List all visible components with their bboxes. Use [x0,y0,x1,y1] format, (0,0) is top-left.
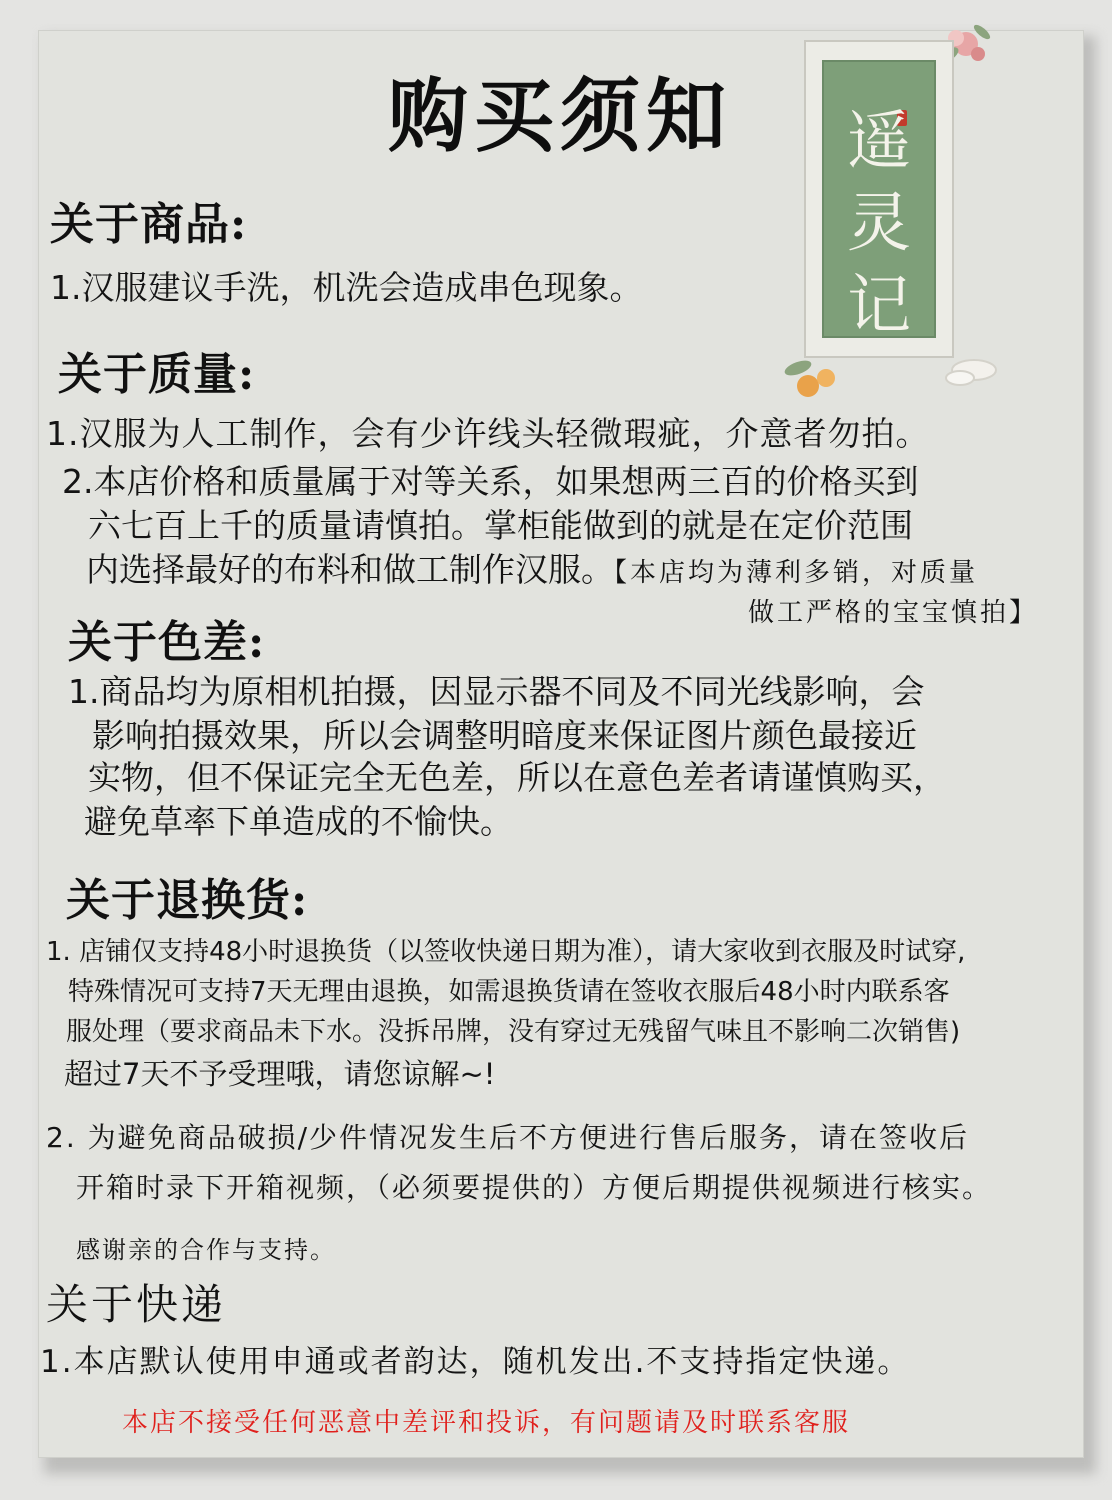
returns-line-4: 2. 为避免商品破损/少件情况发生后不方便进行售后服务，请在签收后 [46,1121,970,1154]
returns-line-3: 服处理（要求商品未下水。没拆吊牌，没有穿过无残留气味且不影响二次销售) [66,1017,961,1047]
quality-line-4: 内选择最好的布料和做工制作汉服。 [86,550,614,589]
color-line-1: 1.商品均为原相机拍摄，因显示器不同及不同光线影响，会 [68,672,925,711]
footer-warning: 本店不接受任何恶意中差评和投诉，有问题请及时联系客服 [122,1408,851,1438]
color-line-4: 避免草率下单造成的不愉快。 [84,802,513,841]
quality-note-line-1: 本店均为薄利多销，对质量 [630,558,979,588]
express-line-1: 1.本店默认使用申通或者韵达，随机发出.不支持指定快递。 [40,1344,911,1380]
color-line-3: 实物，但不保证完全无色差，所以在意色差者请谨慎购买， [88,758,946,797]
section-heading-goods: 关于商品: [50,199,248,250]
section-heading-color: 关于色差: [68,617,266,668]
quality-line-1: 1.汉服为人工制作，会有少许线头轻微瑕疵，介意者勿拍。 [46,414,930,453]
returns-thanks: 感谢亲的合作与支持。 [76,1236,336,1264]
logo-char-3: 记 [847,269,911,343]
note-close-bracket: 】 [1009,598,1039,628]
returns-line-1: 1. 店铺仅支持48小时退换货（以签收快递日期为准），请大家收到衣服及时试穿, [46,937,966,967]
quality-line-3: 六七百上千的质量请慎拍。掌柜能做到的就是在定价范围 [88,506,913,545]
returns-line-5: 开箱时录下开箱视频，（必须要提供的）方便后期提供视频进行核实。 [76,1171,993,1204]
scroll-panel [822,60,936,343]
quality-note-line-2: 做工严格的宝宝慎拍 [748,598,1010,628]
returns-emphasis: 超过7天不予受理哦，请您谅解~! [64,1057,496,1091]
color-line-2: 影响拍摄效果，所以会调整明暗度来保证图片颜色最接近 [92,716,917,755]
goods-line-1: 1.汉服建议手洗，机洗会造成串色现象。 [50,268,643,307]
logo-char-1: 遥 [847,105,911,179]
quality-line-4-row [86,548,978,592]
logo-char-2: 灵 [847,187,911,261]
returns-line-2: 特殊情况可支持7天无理由退换，如需退换货请在签收衣服后48小时内联系客 [68,977,950,1007]
page-title: 购买须知 [388,69,732,163]
scroll-frame [804,40,954,358]
section-heading-quality: 关于质量: [58,349,256,400]
brand-logo [784,18,998,398]
quality-note-line-2-row [748,592,1038,629]
quality-line-2: 2.本店价格和质量属于对等关系，如果想两三百的价格买到 [62,462,919,501]
section-heading-express: 关于快递 [46,1280,227,1329]
section-heading-returns: 关于退换货: [66,875,309,926]
note-open-bracket: 【 [614,558,631,588]
